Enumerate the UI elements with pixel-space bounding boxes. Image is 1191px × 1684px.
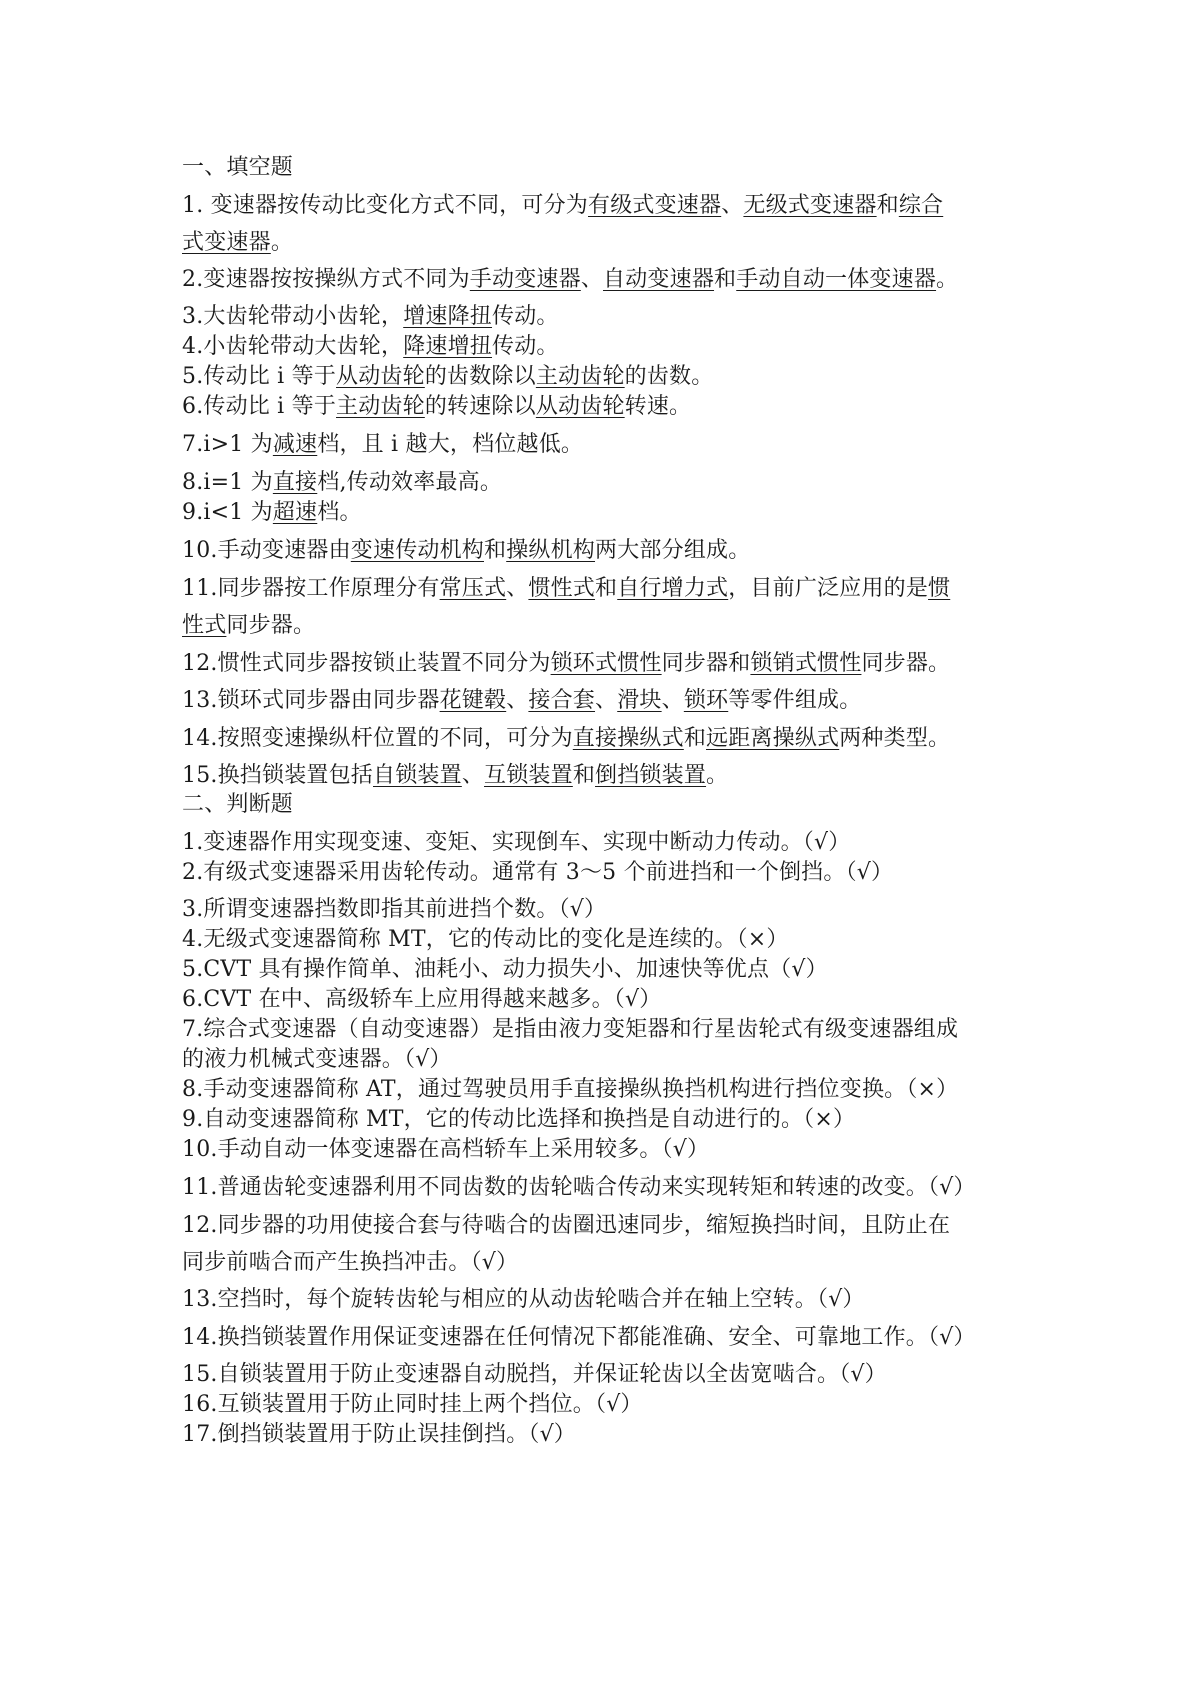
answer-blank: 惯性式 (528, 576, 596, 601)
judge-line: 6.CVT 在中、高级轿车上应用得越来越多。（√） (182, 987, 662, 1012)
question-text: 3.大齿轮带动小齿轮， (182, 304, 404, 329)
question-text: 同步器。 (861, 651, 951, 676)
question-text: 。 (270, 230, 294, 255)
question-text: 、 (506, 688, 529, 713)
question-text: 。 (706, 763, 729, 788)
answer-blank: 降速增扭 (403, 334, 493, 359)
question-text: 两大部分组成。 (595, 538, 751, 563)
question-text: 和 (572, 763, 596, 788)
question-text: 传动。 (492, 334, 559, 359)
fill-line (182, 303, 559, 331)
question-text: 的转速除以 (424, 394, 536, 419)
fill-line (182, 650, 950, 678)
answer-blank: 自行增力式 (617, 576, 729, 601)
fill-line (182, 333, 559, 361)
judge-line: 8.手动变速器简称 AT，通过驾驶员用手直接操纵换挡机构进行挡位变换。（×） (182, 1077, 959, 1102)
judge-line: 9.自动变速器简称 MT，它的传动比选择和换挡是自动进行的。（×） (182, 1107, 856, 1132)
question-text: 和 (484, 538, 507, 563)
judge-line: 的液力机械式变速器。（√） (182, 1047, 452, 1072)
judge-line: 11.普通齿轮变速器利用不同齿数的齿轮啮合传动来实现转矩和转速的改变。（√） (182, 1175, 976, 1200)
fill-line (182, 229, 293, 257)
question-text: 11.同步器按工作原理分有 (182, 576, 440, 601)
fill-line (182, 469, 502, 497)
answer-blank: 手动变速器 (469, 267, 581, 292)
fill-line (182, 762, 728, 790)
answer-blank: 手动自动一体变速器 (736, 267, 937, 292)
fill-line (182, 192, 943, 220)
fill-line (182, 537, 750, 565)
judge-line: 15.自锁装置用于防止变速器自动脱挡，并保证轮齿以全齿宽啮合。（√） (182, 1362, 887, 1387)
answer-blank: 从动齿轮 (336, 364, 425, 389)
question-text: 2.变速器按按操纵方式不同为 (182, 267, 470, 292)
answer-blank: 性式 (182, 613, 227, 638)
fill-line (182, 612, 315, 640)
question-text: 档,传动效率最高。 (317, 470, 503, 495)
question-text: 13.锁环式同步器由同步器 (182, 688, 440, 713)
judge-line: 10.手动自动一体变速器在高档轿车上采用较多。（√） (182, 1137, 710, 1162)
question-text: 等零件组成。 (728, 688, 862, 713)
question-text: 14.按照变速操纵杆位置的不同，可分为 (182, 726, 573, 751)
fill-section-heading: 一、填空题 (182, 155, 294, 180)
fill-line (182, 431, 583, 459)
question-text: 和 (683, 726, 707, 751)
answer-blank: 自锁装置 (373, 763, 462, 788)
question-text: 。 (936, 267, 959, 292)
question-text: 同步器和 (661, 651, 751, 676)
fill-line (182, 575, 950, 603)
answer-blank: 超速 (272, 500, 318, 525)
answer-blank: 主动齿轮 (535, 364, 625, 389)
answer-blank: 锁环 (683, 688, 729, 713)
question-text: 12.惯性式同步器按锁止装置不同分为 (182, 651, 551, 676)
question-text: 7.i>1 为 (182, 432, 273, 457)
answer-blank: 接合套 (528, 688, 596, 713)
answer-blank: 变速传动机构 (350, 538, 484, 563)
answer-blank: 常压式 (439, 576, 507, 601)
question-text: 10.手动变速器由 (182, 538, 351, 563)
judge-line: 3.所谓变速器挡数即指其前进挡个数。（√） (182, 897, 607, 922)
question-text: 档，且 i 越大，档位越低。 (317, 432, 584, 457)
judge-line: 14.换挡锁装置作用保证变速器在任何情况下都能准确、安全、可靠地工作。（√） (182, 1325, 976, 1350)
question-text: 和 (595, 576, 618, 601)
answer-blank: 增速降扭 (403, 304, 493, 329)
question-text: 6.传动比 i 等于 (182, 394, 337, 419)
question-text: 、 (506, 576, 529, 601)
answer-blank: 互锁装置 (484, 763, 573, 788)
answer-blank: 主动齿轮 (336, 394, 425, 419)
question-text: 5.传动比 i 等于 (182, 364, 337, 389)
answer-blank: 远距离操纵式 (706, 726, 840, 751)
question-text: 1. 变速器按传动比变化方式不同，可分为 (182, 193, 588, 218)
question-text: 同步器。 (226, 613, 316, 638)
question-text: 的齿数。 (624, 364, 714, 389)
fill-line (182, 363, 713, 391)
question-text: 档。 (317, 500, 362, 525)
judge-line: 17.倒挡锁装置用于防止误挂倒挡。（√） (182, 1422, 577, 1447)
question-text: 4.小齿轮带动大齿轮， (182, 334, 404, 359)
answer-blank: 从动齿轮 (535, 394, 625, 419)
question-text: 和 (714, 267, 737, 292)
answer-blank: 式变速器 (182, 230, 271, 255)
question-text: 和 (876, 193, 899, 218)
answer-blank: 有级式变速器 (588, 193, 722, 218)
question-text: 9.i<1 为 (182, 500, 273, 525)
fill-line (182, 725, 950, 753)
question-text: ，目前广泛应用的是 (728, 576, 929, 601)
answer-blank: 惯 (928, 576, 951, 601)
answer-blank: 综合 (898, 193, 944, 218)
question-text: 、 (461, 763, 485, 788)
fill-line (182, 393, 691, 421)
fill-line (182, 687, 861, 715)
fill-line (182, 266, 958, 294)
answer-blank: 减速 (272, 432, 318, 457)
question-text: 转速。 (624, 394, 692, 419)
answer-blank: 自动变速器 (603, 267, 715, 292)
judge-section-heading: 二、判断题 (182, 792, 294, 817)
question-text: 、 (661, 688, 684, 713)
judge-line: 7.综合式变速器（自动变速器）是指由液力变矩器和行星齿轮式有级变速器组成 (182, 1017, 959, 1042)
answer-blank: 倒挡锁装置 (595, 763, 707, 788)
answer-blank: 无级式变速器 (743, 193, 877, 218)
answer-blank: 直接操纵式 (572, 726, 684, 751)
judge-line: 12.同步器的功用使接合套与待啮合的齿圈迅速同步，缩短换挡时间，且防止在 (182, 1213, 951, 1238)
question-text: 两种类型。 (839, 726, 951, 751)
question-text: 15.换挡锁装置包括 (182, 763, 373, 788)
judge-line: 16.互锁装置用于防止同时挂上两个挡位。（√） (182, 1392, 643, 1417)
answer-blank: 花键毂 (439, 688, 507, 713)
fill-line (182, 499, 362, 527)
answer-blank: 滑块 (617, 688, 662, 713)
judge-line: 同步前啮合而产生换挡冲击。（√） (182, 1250, 519, 1275)
answer-blank: 操纵机构 (506, 538, 596, 563)
judge-line: 1.变速器作用实现变速、变矩、实现倒车、实现中断动力传动。（√） (182, 830, 851, 855)
answer-blank: 直接 (272, 470, 318, 495)
question-text: 的齿数除以 (424, 364, 536, 389)
judge-line: 2.有级式变速器采用齿轮传动。通常有 3～5 个前进挡和一个倒挡。（√） (182, 860, 894, 885)
question-text: 8.i=1 为 (182, 470, 273, 495)
judge-line: 5.CVT 具有操作简单、油耗小、动力损失小、加速快等优点（√） (182, 957, 828, 982)
question-text: 传动。 (492, 304, 559, 329)
answer-blank: 锁环式惯性 (550, 651, 662, 676)
judge-line: 4.无级式变速器简称 MT，它的传动比的变化是连续的。（×） (182, 927, 789, 952)
answer-blank: 锁销式惯性 (750, 651, 862, 676)
question-text: 、 (595, 688, 618, 713)
question-text: 、 (721, 193, 744, 218)
question-text: 、 (580, 267, 604, 292)
judge-line: 13.空挡时，每个旋转齿轮与相应的从动齿轮啮合并在轴上空转。（√） (182, 1287, 865, 1312)
